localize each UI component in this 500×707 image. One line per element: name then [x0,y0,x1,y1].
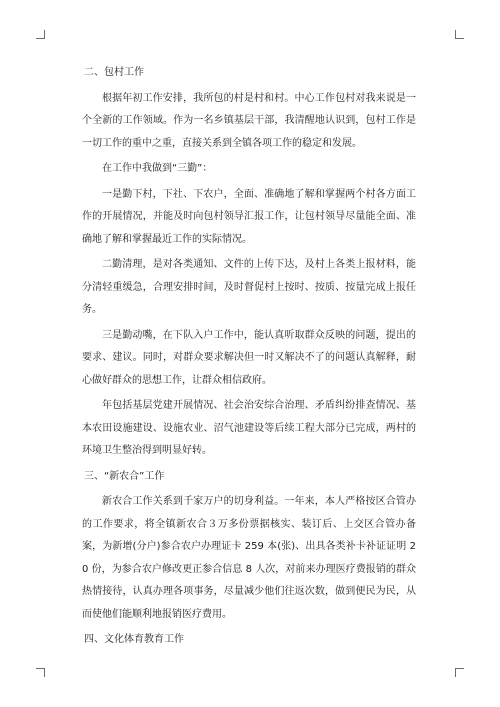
section-heading-culture-sports-education: 四、文化体育教育工作 [84,634,184,645]
paragraph-diligence-visits: 一是勤下村，下社、下农户，全面、准确地了解和掌握两个村各方面工作的开展情况，并能及时向包村领导汇报工作，让包村领导尽量能全面、准确地了解和掌握最近工作的实际情况。 [82,188,416,245]
crop-mark-top-right [455,30,464,39]
paragraph-rural-cooperative-medical: 新农合工作关系到千家万户的切身利益。一年来，本人严格按区合管办的工作要求，将全镇新农合３万多份票据核实、装订后、上交区合管办备案，为新增(分户)参合农户办理证卡 259 本(张)、出具各类补卡补证证明 20 份，为参合农户修改更正参合信息 8 人次，对前来办理医疗费报销的群众热情接待，认真办理各项事务，尽量减少他们往返次数，做到便民为民，从而使他们能顺利地报销医疗费用。 [82,496,416,620]
crop-mark-bottom-right [455,668,464,677]
section-heading-rural-cooperative-medical: 三、“新农合”工作 [84,470,165,482]
paragraph-village-intro: 根据年初工作安排，我所包的村是村和村。中心工作包村对我来说是一个全新的工作领域。作为一名乡镇基层干部，我清醒地认识到，包村工作是一切工作的重中之重，直接关系到全镇各项工作的稳定和发展。 [82,92,416,149]
crop-mark-top-left [36,30,45,39]
paragraph-diligence-paperwork: 二勤清理，是对各类通知、文件的上传下达，及村上各类上报材料，能分清轻重缓急，合理安排时间，及时督促村上按时、按质、按量完成上报任务。 [82,259,416,315]
crop-mark-bottom-left [36,668,45,677]
paragraph-three-diligences: 在工作中我做到“三勤”： [102,163,213,174]
paragraph-diligence-communication: 三是勤动嘴，在下队入户工作中，能认真听取群众反映的问题，提出的要求、建议。同时，对群众要求解决但一时又解决不了的问题认真解释，耐心做好群众的思想工作，让群众相信政府。 [82,329,416,386]
document-body [82,62,416,655]
section-heading-village-work: 二、包村工作 [84,67,144,78]
paragraph-village-results: 年包括基层党建开展情况、社会治安综合治理、矛盾纠纷排查情况、基本农田设施建设、设施农业、沼气池建设等后续工程大部分已完成，两村的环境卫生整治得到明显好转。 [82,400,416,456]
